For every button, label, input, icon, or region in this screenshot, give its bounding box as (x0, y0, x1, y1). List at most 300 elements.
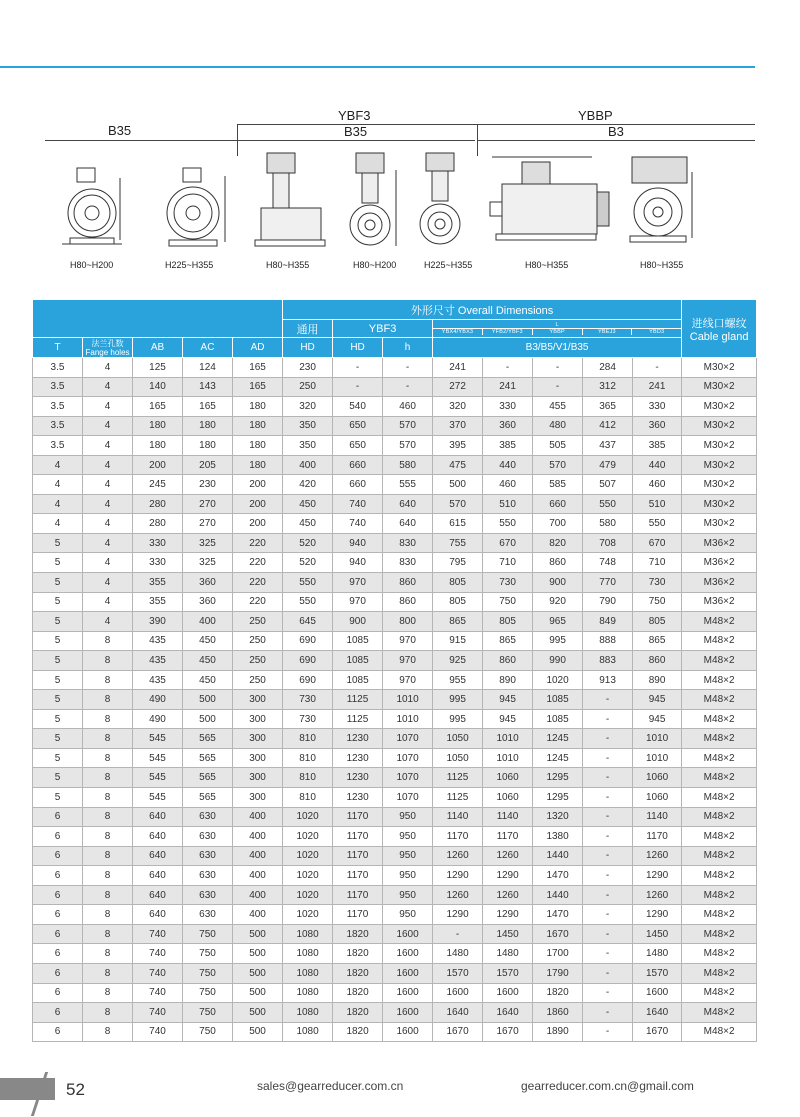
table-cell: 740 (133, 1003, 183, 1023)
table-cell: 475 (433, 455, 483, 475)
table-cell: M36×2 (682, 592, 757, 612)
table-cell: 1295 (533, 768, 583, 788)
table-cell: 740 (133, 963, 183, 983)
table-cell: 8 (83, 944, 133, 964)
table-cell: 330 (133, 533, 183, 553)
table-cell: - (533, 377, 583, 397)
table-cell: 1260 (633, 885, 682, 905)
table-cell: 1480 (633, 944, 682, 964)
table-cell: 740 (133, 944, 183, 964)
table-cell: - (583, 748, 633, 768)
table-cell: 950 (383, 885, 433, 905)
table-cell: 1125 (333, 690, 383, 710)
table-cell: - (583, 768, 633, 788)
table-cell: 888 (583, 631, 633, 651)
table-cell: - (583, 827, 633, 847)
table-cell: 6 (33, 924, 83, 944)
table-cell: 6 (33, 866, 83, 886)
col-hd: HD (283, 338, 333, 358)
table-cell: 740 (333, 494, 383, 514)
table-cell: 520 (283, 533, 333, 553)
table-cell: 1320 (533, 807, 583, 827)
table-cell: 565 (183, 748, 233, 768)
table-row (33, 690, 757, 710)
table-cell: 1070 (383, 788, 433, 808)
table-cell: 660 (533, 494, 583, 514)
table-cell: 1010 (633, 748, 682, 768)
table-cell: - (583, 963, 633, 983)
table-cell: 740 (133, 983, 183, 1003)
table-row (33, 983, 757, 1003)
table-cell: - (583, 924, 633, 944)
table-cell: M30×2 (682, 416, 757, 436)
end-view-drawing-ybbp (622, 152, 702, 252)
table-cell: 1010 (383, 690, 433, 710)
table-row (33, 455, 757, 475)
table-cell: 860 (383, 592, 433, 612)
table-cell: - (583, 866, 633, 886)
table-cell: 1050 (433, 729, 483, 749)
table-cell: 1060 (633, 768, 682, 788)
table-cell: M48×2 (682, 944, 757, 964)
table-cell: M48×2 (682, 905, 757, 925)
table-cell: 860 (383, 573, 433, 593)
dimensions-table (32, 299, 756, 1042)
table-cell: 4 (83, 475, 133, 495)
table-cell: M48×2 (682, 631, 757, 651)
table-cell: 8 (83, 885, 133, 905)
table-cell: 6 (33, 963, 83, 983)
table-cell: 435 (133, 651, 183, 671)
table-cell: 915 (433, 631, 483, 651)
table-cell: 630 (183, 846, 233, 866)
table-cell: 180 (133, 436, 183, 456)
table-cell: 860 (483, 651, 533, 671)
table-cell: 1010 (483, 729, 533, 749)
gmail-email: gearreducer.com.cn@gmail.com (521, 1079, 694, 1093)
table-cell: 300 (233, 709, 283, 729)
table-cell: 1820 (333, 944, 383, 964)
sales-email: sales@gearreducer.com.cn (257, 1079, 404, 1093)
table-cell: 1085 (333, 651, 383, 671)
table-cell: 450 (283, 514, 333, 534)
ybf3-header: YBF3 (333, 320, 433, 338)
table-cell: 510 (633, 494, 682, 514)
table-cell: 1060 (483, 788, 533, 808)
table-row (33, 729, 757, 749)
table-cell: 180 (233, 436, 283, 456)
table-cell: 748 (583, 553, 633, 573)
table-cell: 865 (633, 631, 682, 651)
table-cell: - (583, 807, 633, 827)
table-cell: 360 (183, 573, 233, 593)
table-cell: 1470 (533, 905, 583, 925)
table-cell: 450 (183, 631, 233, 651)
table-cell: M48×2 (682, 846, 757, 866)
table-cell: 8 (83, 631, 133, 651)
table-cell: 4 (33, 455, 83, 475)
table-cell: 5 (33, 533, 83, 553)
table-cell: 241 (633, 377, 682, 397)
table-row (33, 944, 757, 964)
table-cell: 860 (633, 651, 682, 671)
table-cell: 300 (233, 788, 283, 808)
table-cell: 1070 (383, 748, 433, 768)
table-cell: 1085 (533, 709, 583, 729)
table-cell: 205 (183, 455, 233, 475)
table-cell: M30×2 (682, 475, 757, 495)
end-view-drawing-1 (52, 158, 132, 253)
table-cell: 4 (83, 455, 133, 475)
table-cell: 1080 (283, 924, 333, 944)
table-cell: 1170 (633, 827, 682, 847)
table-cell: 1600 (633, 983, 682, 1003)
table-cell: 143 (183, 377, 233, 397)
table-cell: 355 (133, 592, 183, 612)
footer-bar (0, 1078, 55, 1100)
table-cell: 660 (333, 475, 383, 495)
table-cell: 1600 (383, 944, 433, 964)
table-cell: 230 (183, 475, 233, 495)
table-cell: 6 (33, 1003, 83, 1023)
table-cell: 1020 (283, 846, 333, 866)
table-row (33, 1003, 757, 1023)
table-cell: 640 (133, 866, 183, 886)
table-cell: - (483, 358, 533, 378)
table-row (33, 807, 757, 827)
table-cell: 5 (33, 670, 83, 690)
table-cell: 1380 (533, 827, 583, 847)
table-cell: 940 (333, 533, 383, 553)
table-cell: 5 (33, 788, 83, 808)
table-cell: 920 (533, 592, 583, 612)
table-cell: 550 (283, 573, 333, 593)
table-cell: 1080 (283, 963, 333, 983)
table-cell: 460 (383, 397, 433, 417)
table-cell: 950 (383, 846, 433, 866)
table-cell: 1440 (533, 885, 583, 905)
table-cell: 5 (33, 768, 83, 788)
table-cell: 750 (633, 592, 682, 612)
end-view-drawing-3 (340, 150, 410, 255)
table-cell: 545 (133, 729, 183, 749)
table-cell: 241 (433, 358, 483, 378)
table-cell: M30×2 (682, 358, 757, 378)
table-cell: 565 (183, 729, 233, 749)
table-cell: 500 (233, 963, 283, 983)
table-cell: 500 (183, 709, 233, 729)
table-cell: 400 (233, 846, 283, 866)
table-cell: 740 (333, 514, 383, 534)
table-cell: 750 (183, 963, 233, 983)
table-cell: 500 (233, 944, 283, 964)
table-cell: 455 (533, 397, 583, 417)
table-cell: 4 (83, 436, 133, 456)
table-cell: 750 (183, 1022, 233, 1042)
table-cell: - (583, 846, 633, 866)
table-cell: 950 (383, 827, 433, 847)
end-view-drawing-2 (155, 158, 240, 253)
table-cell: 241 (483, 377, 533, 397)
table-cell: 500 (233, 924, 283, 944)
col-hd-ybf3: HD (333, 338, 383, 358)
table-cell: 1640 (483, 1003, 533, 1023)
table-row (33, 514, 757, 534)
table-cell: 1480 (483, 944, 533, 964)
table-cell: - (383, 377, 433, 397)
table-cell: M48×2 (682, 729, 757, 749)
table-cell: 580 (583, 514, 633, 534)
table-cell: 750 (183, 983, 233, 1003)
table-cell: 630 (183, 827, 233, 847)
table-cell: 945 (483, 709, 533, 729)
table-cell: 300 (233, 768, 283, 788)
table-row (33, 592, 757, 612)
table-cell: 360 (183, 592, 233, 612)
table-cell: M48×2 (682, 709, 757, 729)
table-cell: 505 (533, 436, 583, 456)
table-cell: 8 (83, 788, 133, 808)
table-cell: 955 (433, 670, 483, 690)
table-cell: 230 (283, 358, 333, 378)
table-cell: 250 (233, 670, 283, 690)
table-cell: 6 (33, 885, 83, 905)
table-cell: 1600 (383, 983, 433, 1003)
general-header: 通用 (283, 320, 333, 338)
table-cell: 710 (483, 553, 533, 573)
page-number: 52 (66, 1080, 85, 1099)
table-row (33, 788, 757, 808)
table-cell: M30×2 (682, 397, 757, 417)
table-cell: 740 (133, 1022, 183, 1042)
table-cell: - (333, 358, 383, 378)
table-cell: 805 (433, 592, 483, 612)
table-cell: 545 (133, 768, 183, 788)
table-cell: 1060 (633, 788, 682, 808)
table-cell: 630 (183, 905, 233, 925)
table-row (33, 631, 757, 651)
table-cell: 1245 (533, 748, 583, 768)
table-cell: 995 (433, 690, 483, 710)
col-t: T (33, 338, 83, 358)
b35-mid-label: B35 (344, 124, 368, 139)
table-cell: 4 (33, 514, 83, 534)
table-cell: 550 (483, 514, 533, 534)
table-cell: 250 (233, 631, 283, 651)
header-rule (0, 66, 755, 68)
table-cell: 805 (433, 573, 483, 593)
table-row (33, 670, 757, 690)
table-cell: 990 (533, 651, 583, 671)
table-cell: 1700 (533, 944, 583, 964)
table-cell: 4 (83, 592, 133, 612)
table-cell: 5 (33, 709, 83, 729)
table-cell: 1085 (333, 670, 383, 690)
table-cell: 1480 (433, 944, 483, 964)
table-cell: 165 (233, 358, 283, 378)
table-cell: 1170 (333, 885, 383, 905)
table-cell: 965 (533, 612, 583, 632)
table-row (33, 748, 757, 768)
table-cell: 395 (433, 436, 483, 456)
table-cell: 8 (83, 748, 133, 768)
table-cell: 412 (583, 416, 633, 436)
table-cell: 220 (233, 573, 283, 593)
table-cell: 750 (183, 944, 233, 964)
table-cell: 750 (183, 924, 233, 944)
table-cell: 8 (83, 690, 133, 710)
table-cell: 1600 (433, 983, 483, 1003)
table-cell: 1290 (633, 866, 682, 886)
table-cell: 1290 (483, 905, 533, 925)
table-cell: 500 (233, 1022, 283, 1042)
table-cell: 360 (633, 416, 682, 436)
col-b3: B3/B5/V1/B35 (433, 338, 682, 358)
table-cell: 320 (433, 397, 483, 417)
table-cell: 1230 (333, 788, 383, 808)
table-cell: - (583, 1022, 633, 1042)
table-cell: 830 (383, 553, 433, 573)
table-cell: 4 (83, 416, 133, 436)
table-cell: 312 (583, 377, 633, 397)
table-row (33, 475, 757, 495)
table-cell: 585 (533, 475, 583, 495)
table-cell: M48×2 (682, 885, 757, 905)
table-cell: 6 (33, 1022, 83, 1042)
overall-dimensions-header: 外形尺寸 Overall Dimensions (283, 300, 682, 320)
table-cell: 580 (383, 455, 433, 475)
table-cell: 8 (83, 729, 133, 749)
table-cell: 5 (33, 553, 83, 573)
table-cell: M48×2 (682, 983, 757, 1003)
table-cell: 830 (383, 533, 433, 553)
table-cell: 730 (283, 709, 333, 729)
table-cell: 165 (233, 377, 283, 397)
table-cell: 1080 (283, 944, 333, 964)
table-cell: 450 (283, 494, 333, 514)
table-cell: 440 (633, 455, 682, 475)
table-cell: M30×2 (682, 436, 757, 456)
table-cell: 200 (233, 475, 283, 495)
table-cell: 1290 (483, 866, 533, 886)
table-row (33, 377, 757, 397)
table-cell: 1890 (533, 1022, 583, 1042)
table-row (33, 651, 757, 671)
table-cell: 370 (433, 416, 483, 436)
table-cell: 490 (133, 690, 183, 710)
table-cell: 640 (133, 827, 183, 847)
table-cell: 5 (33, 573, 83, 593)
table-cell: 1140 (633, 807, 682, 827)
table-cell: 4 (83, 514, 133, 534)
table-cell: 1450 (483, 924, 533, 944)
table-cell: 640 (133, 885, 183, 905)
table-row (33, 768, 757, 788)
table-cell: 810 (283, 729, 333, 749)
table-cell: 900 (333, 612, 383, 632)
table-cell: 490 (133, 709, 183, 729)
table-cell: 1020 (283, 866, 333, 886)
table-cell: 8 (83, 807, 133, 827)
table-cell: - (583, 709, 633, 729)
col-ac: AC (183, 338, 233, 358)
table-cell: 1070 (383, 768, 433, 788)
table-cell: 350 (283, 416, 333, 436)
caption-5: H225~H355 (424, 260, 473, 270)
table-cell: 550 (633, 514, 682, 534)
table-cell: 200 (233, 514, 283, 534)
table-cell: 1060 (483, 768, 533, 788)
table-cell: 550 (583, 494, 633, 514)
table-cell: - (583, 885, 633, 905)
table-cell: 1080 (283, 1003, 333, 1023)
b35-left-label: B35 (108, 123, 132, 138)
table-row (33, 885, 757, 905)
table-cell: 1020 (533, 670, 583, 690)
table-row (33, 924, 757, 944)
table-cell: 1125 (333, 709, 383, 729)
table-cell: 1260 (433, 846, 483, 866)
table-cell: 8 (83, 905, 133, 925)
table-row (33, 533, 757, 553)
table-cell: 280 (133, 514, 183, 534)
table-cell: 507 (583, 475, 633, 495)
table-cell: 1170 (333, 846, 383, 866)
table-row (33, 397, 757, 417)
table-cell: 640 (133, 846, 183, 866)
table-cell: 270 (183, 514, 233, 534)
table-cell: 450 (183, 651, 233, 671)
col-ad: AD (233, 338, 283, 358)
table-cell: 1050 (433, 748, 483, 768)
table-cell: 645 (283, 612, 333, 632)
table-row (33, 358, 757, 378)
table-cell: 1820 (333, 924, 383, 944)
table-cell: 385 (633, 436, 682, 456)
table-cell: 950 (383, 866, 433, 886)
table-cell: 805 (483, 612, 533, 632)
table-cell: 1290 (433, 866, 483, 886)
caption-7: H80~H355 (640, 260, 684, 270)
table-cell: 945 (483, 690, 533, 710)
table-cell: - (383, 358, 433, 378)
table-cell: 550 (283, 592, 333, 612)
table-cell: 125 (133, 358, 183, 378)
table-cell: 970 (383, 670, 433, 690)
table-cell: 1170 (333, 866, 383, 886)
table-cell: 220 (233, 592, 283, 612)
table-cell: 4 (33, 494, 83, 514)
table-cell: 1570 (483, 963, 533, 983)
table-cell: M48×2 (682, 827, 757, 847)
table-cell: 1260 (433, 885, 483, 905)
caption-3: H80~H355 (266, 260, 310, 270)
table-cell: 6 (33, 827, 83, 847)
table-cell: 640 (133, 905, 183, 925)
table-cell: 180 (183, 416, 233, 436)
table-cell: 1570 (433, 963, 483, 983)
table-cell: 1670 (533, 924, 583, 944)
b3-label: B3 (608, 124, 624, 139)
table-cell: 1600 (483, 983, 533, 1003)
table-cell: 1170 (483, 827, 533, 847)
table-cell: 925 (433, 651, 483, 671)
table-cell: 1010 (483, 748, 533, 768)
table-cell: 1295 (533, 788, 583, 808)
table-cell: 400 (233, 866, 283, 886)
table-cell: 8 (83, 924, 133, 944)
table-cell: 3.5 (33, 436, 83, 456)
